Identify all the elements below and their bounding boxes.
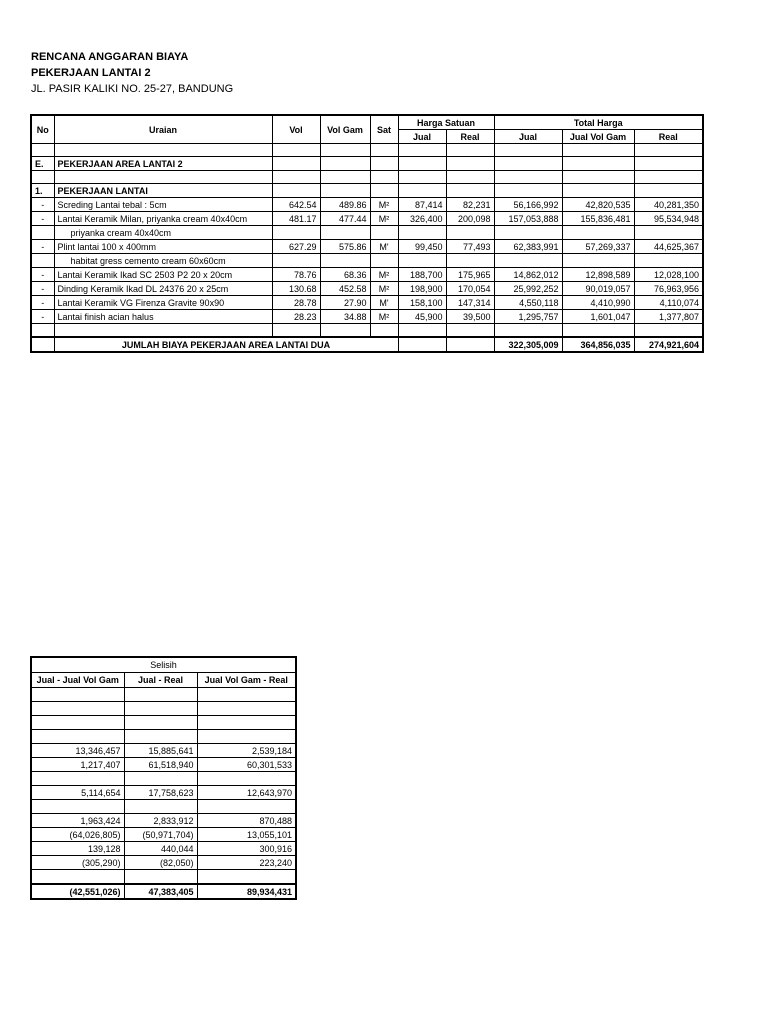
selisih-jual-jvg: (64,026,805) [31,828,124,842]
empty-cell [272,184,320,198]
selisih-row [31,856,296,870]
subsection-number: 1. [31,184,54,198]
selisih-jual-jvg [31,772,124,786]
item-th-jual: 14,862,012 [494,268,562,282]
selisih-jvg-real: 13,055,101 [197,828,296,842]
document-title: RENCANA ANGGARAN BIAYA [31,51,189,63]
item-hs-real [446,254,494,268]
item-th-real: 4,110,074 [634,296,703,310]
selisih-jvg-real: 60,301,533 [197,758,296,772]
selisih-jvg-real [197,716,296,730]
item-hs-real: 175,965 [446,268,494,282]
item-uraian: Dinding Keramik Ikad DL 24376 20 x 25cm [54,282,272,296]
empty-cell [494,157,562,171]
item-vol [272,254,320,268]
selisih-jual-real [124,730,197,744]
selisih-row [31,842,296,856]
item-sat: M' [370,296,398,310]
item-sat: M² [370,282,398,296]
selisih-jual-jvg [31,730,124,744]
empty-cell [320,144,370,157]
item-uraian: habitat gress cemento cream 60x60cm [54,254,272,268]
selisih-jual-jvg [31,702,124,716]
item-vol-gam: 575.86 [320,240,370,254]
selisih-jvg-real [197,702,296,716]
table-row [31,310,703,324]
empty-cell [634,171,703,184]
empty-cell [370,144,398,157]
selisih-jual-real [124,688,197,702]
subsection-label: PEKERJAAN LANTAI [54,184,272,198]
empty-cell [446,144,494,157]
header-vol: Vol [272,115,320,144]
selisih-jual-real: 61,518,940 [124,758,197,772]
header-uraian: Uraian [54,115,272,144]
selisih-jual-real: 2,833,912 [124,814,197,828]
selisih-jual-jvg [31,716,124,730]
item-uraian: Lantai Keramik VG Firenza Gravite 90x90 [54,296,272,310]
item-hs-jual: 188,700 [398,268,446,282]
empty-cell [54,171,272,184]
item-th-jual [494,254,562,268]
section-number: E. [31,157,54,171]
item-th-jual-vol-gam [562,254,634,268]
empty-cell [446,171,494,184]
item-th-jual-vol-gam: 155,836,481 [562,212,634,226]
empty-cell [562,171,634,184]
empty-cell [370,324,398,338]
selisih-title: Selisih [31,657,296,673]
section-row [31,157,703,171]
selisih-jual-jvg [31,870,124,885]
item-no: - [31,212,54,226]
selisih-jual-real [124,870,197,885]
selisih-jual-real [124,702,197,716]
empty-cell [398,157,446,171]
item-uraian: Screding Lantai tebal : 5cm [54,198,272,212]
selisih-jual-jvg: 13,346,457 [31,744,124,758]
item-sat [370,226,398,240]
item-vol-gam: 452.58 [320,282,370,296]
item-th-real: 76,963,956 [634,282,703,296]
item-vol: 130.68 [272,282,320,296]
item-th-jual: 25,992,252 [494,282,562,296]
item-th-jual-vol-gam [562,226,634,240]
header-hs-real: Real [446,130,494,144]
empty-cell [320,171,370,184]
item-th-jual [494,226,562,240]
item-hs-jual [398,226,446,240]
item-th-real [634,226,703,240]
empty-cell [398,184,446,198]
empty-cell [31,144,54,157]
spacer-row [31,171,703,184]
item-no: - [31,310,54,324]
item-hs-jual: 87,414 [398,198,446,212]
selisih-jual-jvg [31,688,124,702]
header-th-jual: Jual [494,130,562,144]
item-hs-real: 200,098 [446,212,494,226]
selisih-jual-jvg [31,800,124,814]
item-th-jual: 157,053,888 [494,212,562,226]
empty-cell [494,184,562,198]
empty-cell [54,144,272,157]
item-uraian: Plint lantai 100 x 400mm [54,240,272,254]
item-th-jual-vol-gam: 12,898,589 [562,268,634,282]
item-th-jual-vol-gam: 4,410,990 [562,296,634,310]
selisih-jual-jvg: 1,217,407 [31,758,124,772]
budget-table [30,114,704,353]
empty-cell [562,144,634,157]
header-vol-gam: Vol Gam [320,115,370,144]
item-vol-gam: 27.90 [320,296,370,310]
empty-cell [272,324,320,338]
header-th-jual-vol-gam: Jual Vol Gam [562,130,634,144]
item-vol [272,226,320,240]
item-vol-gam: 34.88 [320,310,370,324]
selisih-row [31,814,296,828]
item-sat [370,254,398,268]
item-no: - [31,296,54,310]
selisih-jvg-real [197,870,296,885]
selisih-total-row [31,884,296,899]
total-row [31,337,703,352]
empty-cell [320,324,370,338]
empty-cell [370,157,398,171]
item-uraian: priyanka cream 40x40cm [54,226,272,240]
empty-cell [398,324,446,338]
document-address: JL. PASIR KALIKI NO. 25-27, BANDUNG [31,83,234,95]
item-th-jual-vol-gam: 57,269,337 [562,240,634,254]
item-th-jual-vol-gam: 90,019,057 [562,282,634,296]
header-hs-jual: Jual [398,130,446,144]
item-no: - [31,198,54,212]
table-row [31,254,703,268]
table-row [31,198,703,212]
item-th-jual-vol-gam: 42,820,535 [562,198,634,212]
empty-cell [446,157,494,171]
item-hs-jual: 326,400 [398,212,446,226]
selisih-header-jvg-real: Jual Vol Gam - Real [197,673,296,688]
empty-cell [494,171,562,184]
selisih-jual-real [124,716,197,730]
selisih-row [31,702,296,716]
empty-cell [634,157,703,171]
item-vol: 642.54 [272,198,320,212]
selisih-row [31,772,296,786]
empty-cell [398,171,446,184]
item-hs-real: 82,231 [446,198,494,212]
item-th-real: 40,281,350 [634,198,703,212]
item-hs-real: 170,054 [446,282,494,296]
selisih-jual-jvg: (305,290) [31,856,124,870]
item-vol: 627.29 [272,240,320,254]
empty-cell [494,144,562,157]
selisih-jvg-real: 223,240 [197,856,296,870]
selisih-row [31,786,296,800]
empty-cell [320,184,370,198]
empty-cell [398,337,446,352]
table-row [31,282,703,296]
empty-cell [446,324,494,338]
subsection-row [31,184,703,198]
selisih-row [31,744,296,758]
item-hs-jual: 198,900 [398,282,446,296]
item-vol-gam: 68.36 [320,268,370,282]
selisih-total-jvg-real: 89,934,431 [197,884,296,899]
empty-cell [398,144,446,157]
empty-cell [562,157,634,171]
header-harga-satuan: Harga Satuan [398,115,494,130]
empty-cell [634,144,703,157]
selisih-jual-jvg: 139,128 [31,842,124,856]
empty-cell [272,171,320,184]
item-th-jual-vol-gam: 1,601,047 [562,310,634,324]
document-header [31,49,233,97]
selisih-jual-real: (82,050) [124,856,197,870]
selisih-row [31,870,296,885]
selisih-jual-real: 440,044 [124,842,197,856]
empty-cell [446,337,494,352]
item-vol-gam: 489.86 [320,198,370,212]
item-hs-real: 147,314 [446,296,494,310]
empty-cell [370,184,398,198]
item-hs-jual: 45,900 [398,310,446,324]
selisih-row [31,688,296,702]
selisih-header-jual-real: Jual - Real [124,673,197,688]
header-no: No [31,115,54,144]
item-vol-gam [320,254,370,268]
selisih-jvg-real [197,800,296,814]
document-subtitle: PEKERJAAN LANTAI 2 [31,67,151,79]
selisih-table [30,656,297,900]
item-sat: M² [370,268,398,282]
total-label: JUMLAH BIAYA PEKERJAAN AREA LANTAI DUA [54,337,398,352]
item-th-jual: 62,383,991 [494,240,562,254]
empty-cell [54,324,272,338]
item-th-real: 1,377,807 [634,310,703,324]
table-row [31,212,703,226]
item-hs-real: 39,500 [446,310,494,324]
selisih-row [31,828,296,842]
item-no: - [31,240,54,254]
table-row [31,226,703,240]
spacer-row [31,144,703,157]
selisih-jual-real [124,800,197,814]
item-no: - [31,282,54,296]
spacer-row [31,324,703,338]
empty-cell [31,337,54,352]
item-hs-jual: 99,450 [398,240,446,254]
header-sat: Sat [370,115,398,144]
table-row [31,296,703,310]
item-no: - [31,268,54,282]
selisih-total-jual-real: 47,383,405 [124,884,197,899]
item-uraian: Lantai Keramik Ikad SC 2503 P2 20 x 20cm [54,268,272,282]
item-th-real: 44,625,367 [634,240,703,254]
item-sat: M² [370,310,398,324]
item-no [31,226,54,240]
selisih-total-jual-jvg: (42,551,026) [31,884,124,899]
selisih-jual-real: 15,885,641 [124,744,197,758]
selisih-header-jual-jvg: Jual - Jual Vol Gam [31,673,124,688]
selisih-jvg-real: 300,916 [197,842,296,856]
item-vol: 28.23 [272,310,320,324]
item-th-jual: 4,550,118 [494,296,562,310]
item-th-jual: 56,166,992 [494,198,562,212]
selisih-jvg-real: 2,539,184 [197,744,296,758]
item-th-jual: 1,295,757 [494,310,562,324]
empty-cell [31,171,54,184]
empty-cell [320,157,370,171]
selisih-jvg-real: 870,488 [197,814,296,828]
total-jual-vol-gam: 364,856,035 [562,337,634,352]
item-vol-gam: 477.44 [320,212,370,226]
selisih-jvg-real [197,688,296,702]
header-th-real: Real [634,130,703,144]
empty-cell [272,157,320,171]
selisih-jvg-real [197,730,296,744]
table-row [31,240,703,254]
item-hs-real [446,226,494,240]
item-vol: 78.76 [272,268,320,282]
selisih-jual-jvg: 5,114,654 [31,786,124,800]
selisih-jual-jvg: 1,963,424 [31,814,124,828]
item-uraian: Lantai Keramik Milan, priyanka cream 40x40cm [54,212,272,226]
selisih-jual-real: 17,758,623 [124,786,197,800]
item-uraian: Lantai finish acian halus [54,310,272,324]
item-vol-gam [320,226,370,240]
empty-cell [31,324,54,338]
selisih-row [31,716,296,730]
item-vol: 28.78 [272,296,320,310]
item-hs-jual: 158,100 [398,296,446,310]
item-th-real: 12,028,100 [634,268,703,282]
selisih-jvg-real: 12,643,970 [197,786,296,800]
total-real: 274,921,604 [634,337,703,352]
item-hs-real: 77,493 [446,240,494,254]
item-th-real [634,254,703,268]
item-sat: M' [370,240,398,254]
selisih-row [31,758,296,772]
item-no [31,254,54,268]
empty-cell [272,144,320,157]
header-total-harga: Total Harga [494,115,703,130]
selisih-jual-real [124,772,197,786]
total-jual: 322,305,009 [494,337,562,352]
item-sat: M² [370,212,398,226]
selisih-row [31,800,296,814]
empty-cell [494,324,562,338]
selisih-jvg-real [197,772,296,786]
selisih-jual-real: (50,971,704) [124,828,197,842]
selisih-row [31,730,296,744]
empty-cell [562,184,634,198]
empty-cell [446,184,494,198]
empty-cell [634,324,703,338]
item-vol: 481.17 [272,212,320,226]
section-label: PEKERJAAN AREA LANTAI 2 [54,157,272,171]
item-hs-jual [398,254,446,268]
item-th-real: 95,534,948 [634,212,703,226]
empty-cell [562,324,634,338]
item-sat: M² [370,198,398,212]
empty-cell [634,184,703,198]
empty-cell [370,171,398,184]
table-row [31,268,703,282]
